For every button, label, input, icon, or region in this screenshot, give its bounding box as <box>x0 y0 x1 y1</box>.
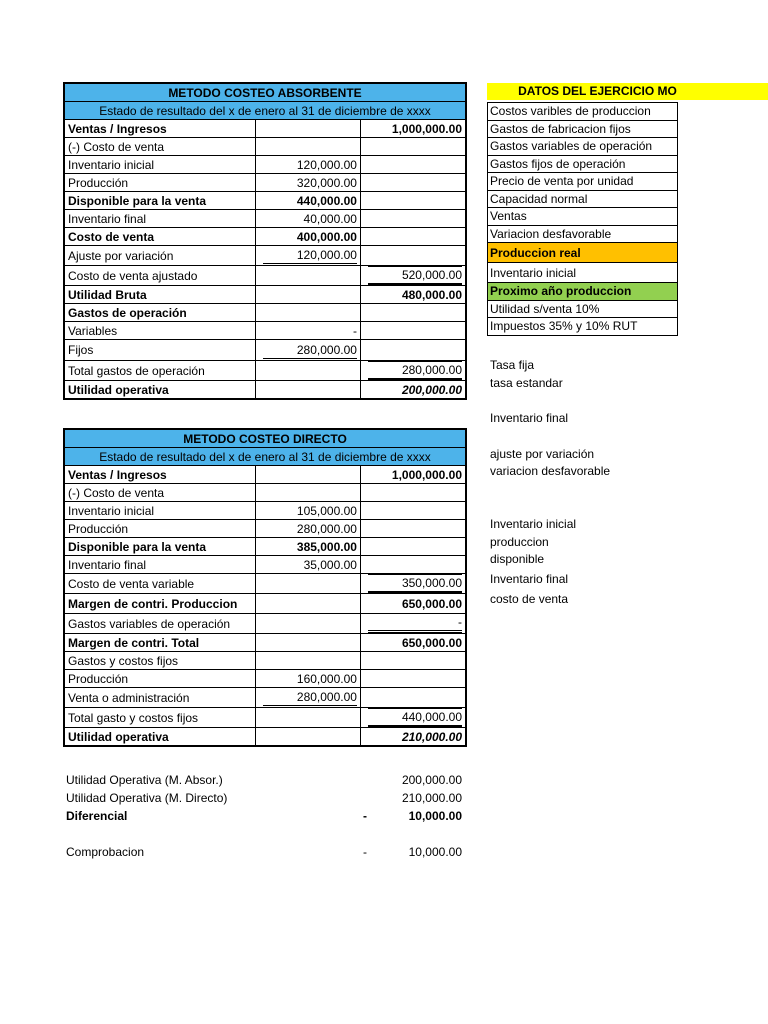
list-item: Impuestos 35% y 10% RUT <box>488 318 678 336</box>
table-row: Ventas / Ingresos 1,000,000.00 <box>64 120 466 138</box>
datos-table <box>487 102 678 336</box>
table-row: Producción 320,000.00 <box>64 174 466 192</box>
summary-comp-sign: - <box>363 845 367 859</box>
table-row: Producción 280,000.00 <box>64 520 466 538</box>
table-row: Gastos de operación <box>64 304 466 322</box>
summary-dir-label: Utilidad Operativa (M. Directo) <box>66 791 228 805</box>
table-row: Gastos variables de operación - <box>64 614 466 634</box>
table-row: (-) Costo de venta <box>64 138 466 156</box>
table-row: Margen de contri. Produccion 650,000.00 <box>64 594 466 614</box>
list-item: Gastos de fabricacion fijos <box>488 120 678 138</box>
table-row: Inventario final 40,000.00 <box>64 210 466 228</box>
table-row: Variables - <box>64 322 466 340</box>
table-row: Inventario final 35,000.00 <box>64 556 466 574</box>
side-label-tasa-estandar: tasa estandar <box>490 376 563 390</box>
absorbente-table <box>63 82 467 400</box>
side-label-produccion: produccion <box>490 535 549 549</box>
table-row: Disponible para la venta 385,000.00 <box>64 538 466 556</box>
table-row: Margen de contri. Total 650,000.00 <box>64 634 466 652</box>
summary-comp-value: 10,000.00 <box>408 845 462 859</box>
absorbente-title: METODO COSTEO ABSORBENTE <box>64 83 466 102</box>
table-row: Total gastos de operación 280,000.00 <box>64 361 466 381</box>
summary-dir-value: 210,000.00 <box>401 791 462 805</box>
summary-comp-label: Comprobacion <box>66 845 145 859</box>
side-label-inventario-inicial: Inventario inicial <box>490 517 577 531</box>
table-row: Fijos 280,000.00 <box>64 340 466 361</box>
side-label-inventario-final: Inventario final <box>490 411 569 425</box>
table-row: Inventario inicial 105,000.00 <box>64 502 466 520</box>
summary-abs-label: Utilidad Operativa (M. Absor.) <box>66 773 223 787</box>
absorbente-subtitle: Estado de resultado del x de enero al 31 de diciembre de xxxx <box>64 102 466 120</box>
directo-title: METODO COSTEO DIRECTO <box>64 429 466 448</box>
table-row: Ajuste por variación 120,000.00 <box>64 246 466 266</box>
side-label-tasa-fija: Tasa fija <box>490 358 535 372</box>
list-item: Produccion real <box>488 243 678 263</box>
table-row: Costo de venta ajustado 520,000.00 <box>64 266 466 286</box>
side-label-disponible: disponible <box>490 552 545 566</box>
table-row: (-) Costo de venta <box>64 484 466 502</box>
list-item: Gastos variables de operación <box>488 138 678 156</box>
list-item: Capacidad normal <box>488 190 678 208</box>
table-row: Venta o administración 280,000.00 <box>64 688 466 708</box>
list-item: Inventario inicial <box>488 263 678 283</box>
table-row: Producción 160,000.00 <box>64 670 466 688</box>
summary-dif-value: 10,000.00 <box>408 809 462 823</box>
table-row: Utilidad operativa 210,000.00 <box>64 728 466 747</box>
summary-abs-value: 200,000.00 <box>401 773 462 787</box>
table-row: Utilidad operativa 200,000.00 <box>64 381 466 400</box>
table-row: Gastos y costos fijos <box>64 652 466 670</box>
table-row: Costo de venta 400,000.00 <box>64 228 466 246</box>
list-item: Proximo año produccion <box>488 283 678 301</box>
list-item: Variacion desfavorable <box>488 225 678 243</box>
table-row: Disponible para la venta 440,000.00 <box>64 192 466 210</box>
side-label-ajuste-variacion: ajuste por variación <box>490 447 595 461</box>
table-row: Utilidad Bruta 480,000.00 <box>64 286 466 304</box>
table-row: Costo de venta variable 350,000.00 <box>64 574 466 594</box>
table-row: Ventas / Ingresos 1,000,000.00 <box>64 466 466 484</box>
side-label-inventario-final-2: Inventario final <box>490 572 569 586</box>
list-item: Gastos fijos de operación <box>488 155 678 173</box>
list-item: Utilidad s/venta 10% <box>488 300 678 318</box>
side-label-costo-venta: costo de venta <box>490 592 569 606</box>
list-item: Ventas <box>488 208 678 226</box>
datos-title: DATOS DEL EJERCICIO MO <box>487 83 768 100</box>
side-label-variacion-desfavorable: variacion desfavorable <box>490 464 611 478</box>
directo-subtitle: Estado de resultado del x de enero al 31 de diciembre de xxxx <box>64 448 466 466</box>
summary-dif-sign: - <box>363 809 367 823</box>
list-item: Precio de venta por unidad <box>488 173 678 191</box>
table-row: Inventario inicial 120,000.00 <box>64 156 466 174</box>
table-row: Total gasto y costos fijos 440,000.00 <box>64 708 466 728</box>
summary-dif-label: Diferencial <box>66 809 128 823</box>
directo-table <box>63 428 467 747</box>
list-item: Costos varibles de produccion <box>488 103 678 121</box>
